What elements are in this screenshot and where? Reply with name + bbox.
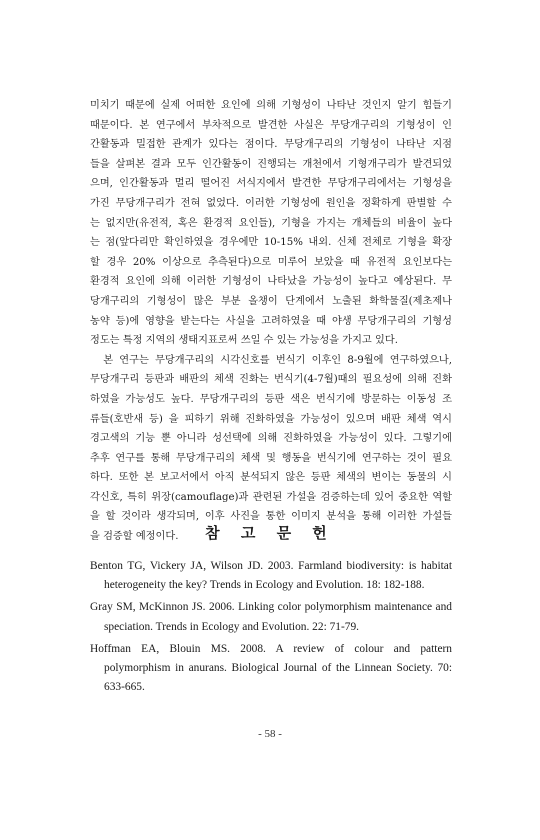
text-line: 하다. 또한 본 보고서에서 아직 분석되지 않은 등판 체색의 변이는 동물의 시 — [90, 472, 452, 484]
reference-line: polymorphism in anurans. Biological Journal of the Linnean Society. 70: — [104, 662, 452, 675]
text-line: 간활동과 밀접한 관계가 있다는 점이다. 무당개구리의 기형성이 나타난 지점 — [90, 139, 452, 151]
reference-line: Benton TG, Vickery JA, Wilson JD. 2003. Farmland biodiversity: is habitat — [90, 560, 452, 572]
text-line: 류들(호반새 등) 을 피하기 위해 진화하였을 가능성이 있으며 배판 체색 역시 — [90, 413, 452, 425]
text-line: 는 없지만(유전적, 혹은 환경적 요인들), 기형을 가지는 개체들의 비율이 높다 — [90, 217, 452, 229]
text-line: 미치기 때문에 실제 어떠한 요인에 의해 기형성이 나타난 것인지 알기 힘들기 — [90, 100, 452, 111]
text-line: 을 할 것이라 생각되며, 이후 사진을 통한 이미지 분석을 통해 이러한 가설들 — [90, 511, 452, 523]
page-number: - 58 - — [258, 728, 282, 740]
body-paragraph-1 — [90, 96, 452, 351]
body-text — [90, 96, 452, 547]
text-line: 당개구리의 기형성이 많은 부분 올챙이 단계에서 노출된 화학물질(제초제나 — [90, 295, 452, 307]
text-line: 때문이다. 본 연구에서 부차적으로 발견한 사실은 무당개구리의 기형성이 인 — [90, 119, 452, 131]
reference-line: Hoffman EA, Blouin MS. 2008. A review of colour and pattern — [90, 642, 452, 655]
text-line: 정도는 특정 지역의 생태지표로써 쓰일 수 있는 가능성을 가지고 있다. — [90, 335, 398, 347]
text-line: 는 점(앞다리만 확인하였을 경우에만 10-15% 내외. 신체 전체로 기형을 확장 — [90, 237, 452, 249]
text-line: 으며, 인간활동과 멀리 떨어진 서식지에서 발견한 무당개구리에서는 기형성을 — [90, 178, 452, 190]
references-list — [90, 557, 452, 700]
reference-entry — [90, 640, 452, 698]
text-line: 을 검증할 예정이다. — [90, 531, 179, 543]
text-line: 하였을 가능성도 높다. 무당개구리의 등판 색은 번식기에 방문하는 이동성 조 — [90, 393, 452, 405]
text-line: 본 연구는 무당개구리의 시각신호를 번식기 이후인 8-9월에 연구하였으나, — [90, 354, 452, 366]
body-paragraph-2 — [90, 351, 452, 547]
reference-line: 633-665. — [104, 681, 145, 694]
reference-line: heterogeneity the key? Trends in Ecology and Evolution. 18: 182-188. — [104, 579, 425, 592]
text-line: 환경적 요인에 의해 이러한 기형성이 나타났을 가능성이 높다고 예상된다. 무 — [90, 276, 452, 288]
text-line: 할 경우 20% 이상으로 추측된다)으로 미루어 보았을 때 유전적 요인보다는 — [90, 256, 452, 268]
reference-line: speciation. Trends in Ecology and Evolution. 22: 71-79. — [104, 620, 360, 633]
text-line: 추후 연구를 통해 무당개구리의 체색 및 행동을 번식기에 연구하는 것이 필요 — [90, 452, 452, 464]
reference-line: Gray SM, McKinnon JS. 2006. Linking color polymorphism maintenance and — [90, 601, 452, 614]
text-line: 가진 무당개구리가 전혀 없었다. 이러한 기형성에 원인을 정확하게 판별할 수 — [90, 197, 452, 209]
reference-entry — [90, 598, 452, 636]
references-heading: 참 고 문 헌 — [205, 524, 335, 542]
text-line: 농약 등)에 영향을 받는다는 사실을 고려하였을 때 야생 무당개구리의 기형성 — [90, 315, 452, 327]
text-line: 경고색의 기능 뿐 아니라 성선택에 의해 진화하였을 가능성이 있다. 그렇기에 — [90, 433, 452, 445]
text-line: 각신호, 특히 위장(camouflage)과 관련된 가설을 검증하는데 있어 중요한 역할 — [90, 491, 452, 503]
text-line: 들을 살펴본 결과 모두 인간활동이 진행되는 개천에서 기형개구리가 발견되었 — [90, 158, 452, 170]
reference-entry — [90, 557, 452, 595]
text-line: 무당개구리 등판과 배판의 체색 진화는 번식기(4-7월)때의 필요성에 의해 진화 — [90, 374, 452, 386]
